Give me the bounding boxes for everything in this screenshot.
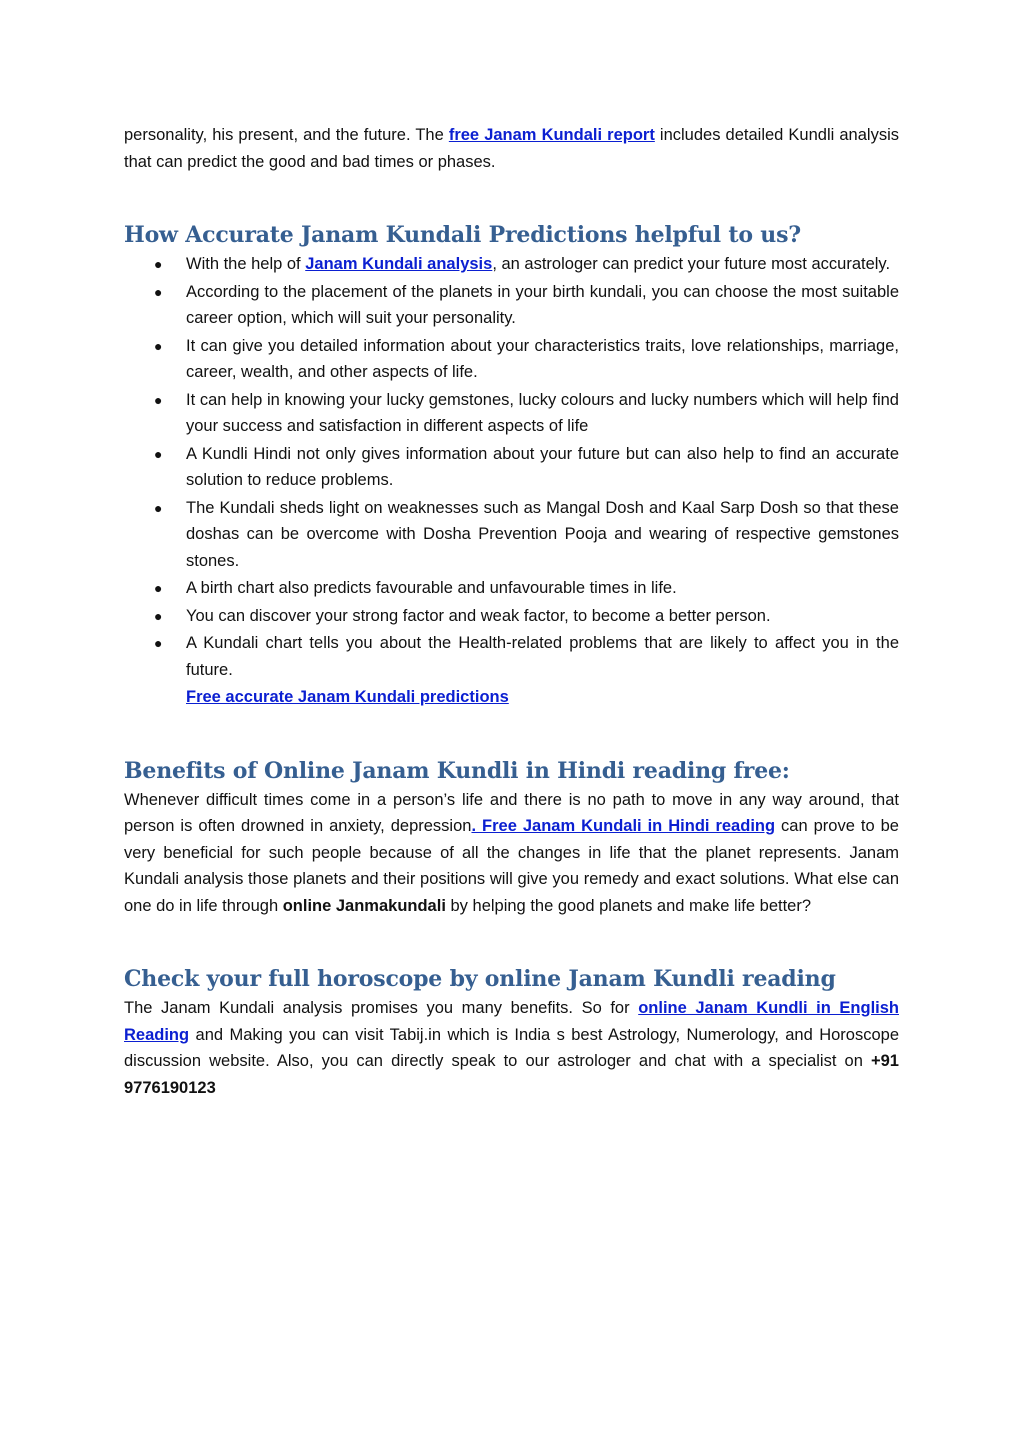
list-item [124,495,899,575]
free-accurate-predictions-link[interactable]: Free accurate Janam Kundali predictions [186,688,509,706]
list-item [124,279,899,332]
list-item [124,630,899,683]
list-item-text: , an astrologer can predict your future most accurately. [492,255,891,273]
bullet-icon: ● [154,337,163,354]
list-item [124,333,899,386]
list-item [124,251,899,278]
section-heading-accuracy: How Accurate Janam Kundali Predictions helpful to us? [124,222,801,248]
intro-paragraph [124,122,899,175]
list-item-text: You can discover your strong factor and weak factor, to become a better person. [186,606,771,625]
list-item [124,387,899,440]
bullet-icon: ● [154,283,163,300]
section-heading-benefits: Benefits of Online Janam Kundli in Hindi reading free: [124,757,790,784]
list-item-text: It can give you detailed information about your characteristics traits, love relationships, marriage, career, wealth, and other aspects of life. [186,336,899,381]
bullet-icon: ● [154,635,163,651]
bold-online-janmakundali: online Janmakundali [282,896,446,915]
benefits-list [124,251,899,683]
intro-text-2: includes detailed Kundli analysis that can predict the good and bad times or phases. [124,126,899,171]
free-janam-kundali-report-link[interactable]: free Janam Kundali report [448,126,655,144]
intro-text-1: personality, his present, and the future. The [124,126,449,144]
benefits-text-1: Whenever difficult times come in a person’s life and there is no path to move in any way around, that person is often drowned in anxiety, depression [124,790,899,835]
benefits-paragraph [124,787,899,920]
list-item-text: It can help in knowing your lucky gemstones, lucky colours and lucky numbers which will help find your success and satisfaction in different aspects of life [186,390,899,435]
list-item-text: A Kundali chart tells you about the Health-related problems that are likely to affect you in the future. [186,634,899,679]
horoscope-text-2: and Making you can visit Tabij.in which is India s best Astrology, Numerology, and Horoscope discussion website. Also, you can directly speak to our astrologer and chat with a specialist on [124,1025,899,1070]
online-janam-kundli-english-link[interactable]: online Janam Kundli in English Reading [124,999,899,1044]
bullet-icon: ● [154,256,163,272]
list-item [124,575,899,602]
list-item [124,441,899,494]
benefits-text-2: can prove to be very beneficial for such people because of all the changes in life that the planet represents. Janam Kundali analysis those planets and their positions will give you remedy and exact solutions. What else can one do in life through [124,817,899,915]
list-item-text: The Kundali sheds light on weaknesses such as Mangal Dosh and Kaal Sarp Dosh so that these doshas can be overcome with Dosha Prevention Pooja and wearing of respective gemstones stones. [186,498,899,570]
list-item-text: A birth chart also predicts favourable and unfavourable times in life. [186,579,677,597]
benefits-text-3: by helping the good planets and make life better? [445,896,812,915]
bullet-icon: ● [154,607,163,624]
list-item [124,603,899,630]
bullet-icon: ● [154,580,163,596]
list-item-text: According to the placement of the planets in your birth kundali, you can choose the most suitable career option, which will suit your personality. [186,282,899,327]
horoscope-paragraph [124,995,899,1101]
phone-number: +91 9776190123 [124,1052,899,1097]
bullet-icon: ● [154,445,163,462]
list-item-text: A Kundli Hindi not only gives information about your future but can also help to find an accurate solution to reduce problems. [186,444,899,489]
document-page [124,122,899,1101]
free-janam-kundali-hindi-link[interactable]: . Free Janam Kundali in Hindi reading [471,817,776,835]
janam-kundali-analysis-link[interactable]: Janam Kundali analysis [305,255,493,273]
horoscope-text-1: The Janam Kundali analysis promises you many benefits. So for [124,999,639,1017]
bullet-icon: ● [154,391,163,408]
predictions-link-row [124,684,899,711]
section-heading-horoscope: Check your full horoscope by online Janam Kundli reading [124,966,836,992]
bullet-icon: ● [154,499,163,516]
list-item-text: With the help of [186,255,306,273]
